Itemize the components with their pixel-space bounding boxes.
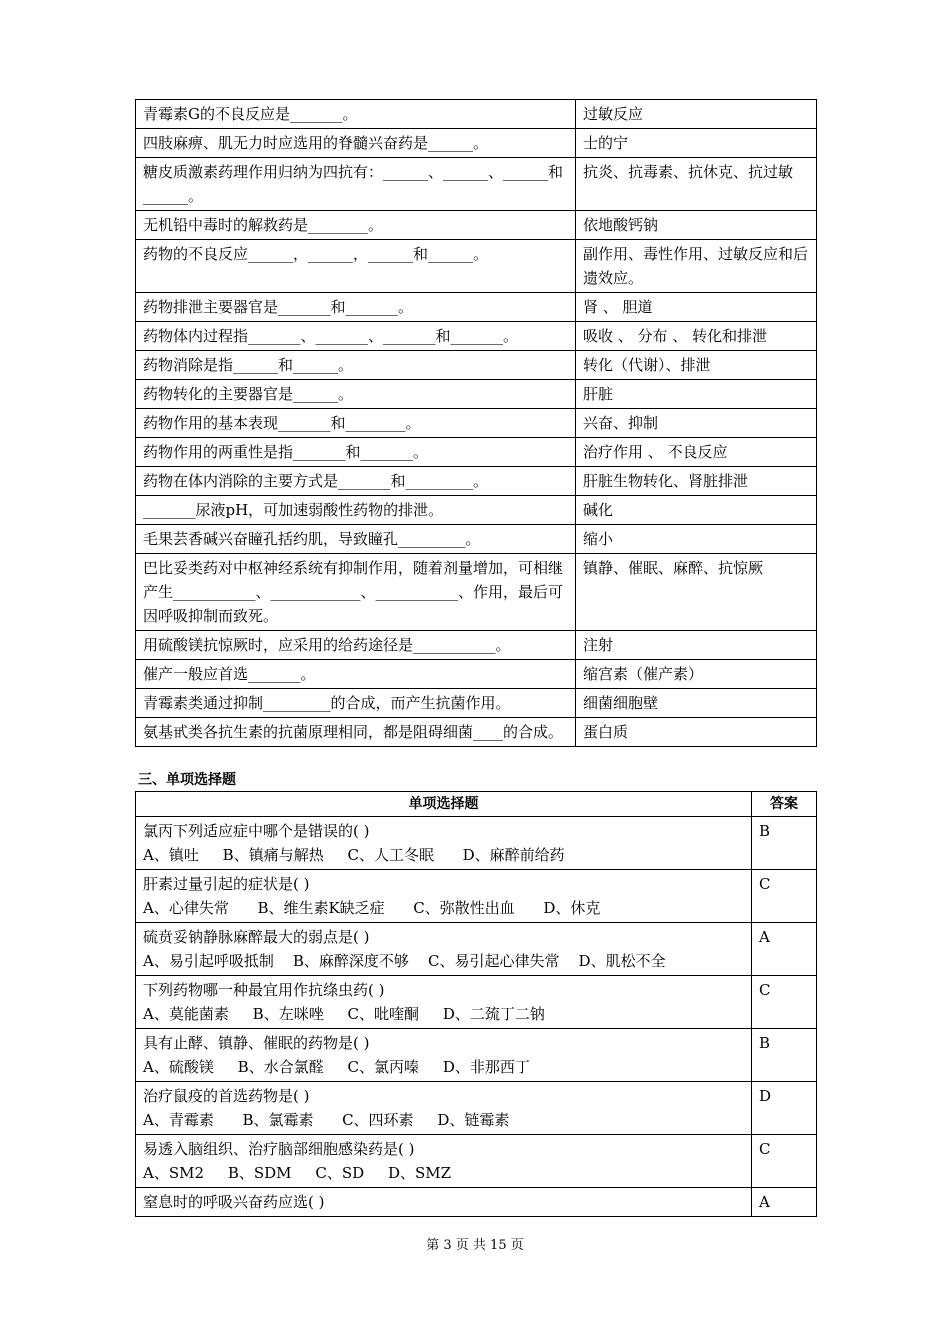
mc-header-question: 单项选择题 bbox=[136, 792, 752, 817]
fill-in-answer: 兴奋、抑制 bbox=[576, 409, 817, 438]
fill-in-question: 药物作用的基本表现_______和________。 bbox=[136, 409, 576, 438]
fill-in-question: 毛果芸香碱兴奋瞳孔括约肌，导致瞳孔_________。 bbox=[136, 525, 576, 554]
fill-in-question: 青霉素G的不良反应是_______。 bbox=[136, 100, 576, 129]
fill-in-answer: 副作用、毒性作用、过敏反应和后遗效应。 bbox=[576, 240, 817, 293]
fill-in-row bbox=[136, 100, 817, 129]
mc-answer: D bbox=[752, 1082, 817, 1135]
fill-in-answer: 蛋白质 bbox=[576, 718, 817, 747]
mc-question: 氯丙下列适应症中哪个是错误的( ) bbox=[143, 822, 370, 840]
fill-in-question: 四肢麻痹、肌无力时应选用的脊髓兴奋药是______。 bbox=[136, 129, 576, 158]
page-footer: 第 3 页 共 15 页 bbox=[426, 1238, 524, 1253]
fill-in-question: 无机铅中毒时的解救药是________。 bbox=[136, 211, 576, 240]
fill-in-row bbox=[136, 467, 817, 496]
fill-in-answer: 治疗作用 、 不良反应 bbox=[576, 438, 817, 467]
fill-in-answer: 细菌细胞壁 bbox=[576, 689, 817, 718]
mc-question-cell bbox=[136, 870, 752, 923]
fill-in-row bbox=[136, 496, 817, 525]
fill-in-question: 药物作用的两重性是指_______和_______。 bbox=[136, 438, 576, 467]
mc-question-cell bbox=[136, 1188, 752, 1217]
mc-options: A、心律失常 B、维生素K缺乏症 C、弥散性出血 D、休克 bbox=[143, 899, 601, 917]
mc-question-cell bbox=[136, 1029, 752, 1082]
section-title: 三、单项选择题 bbox=[138, 772, 236, 788]
fill-in-answer: 过敏反应 bbox=[576, 100, 817, 129]
multiple-choice-table bbox=[135, 791, 817, 1217]
fill-in-row bbox=[136, 660, 817, 689]
fill-in-question: 药物消除是指______和______。 bbox=[136, 351, 576, 380]
mc-row bbox=[136, 1029, 817, 1082]
mc-question: 硫贲妥钠静脉麻醉最大的弱点是( ) bbox=[143, 928, 370, 946]
mc-answer: A bbox=[752, 1188, 817, 1217]
mc-row bbox=[136, 870, 817, 923]
mc-row bbox=[136, 976, 817, 1029]
fill-in-question: 氨基甙类各抗生素的抗菌原理相同，都是阻碍细菌____的合成。 bbox=[136, 718, 576, 747]
fill-in-row bbox=[136, 718, 817, 747]
mc-question: 窒息时的呼吸兴奋药应选( ) bbox=[143, 1193, 325, 1211]
fill-in-answer: 注射 bbox=[576, 631, 817, 660]
mc-row bbox=[136, 1188, 817, 1217]
fill-in-answer: 抗炎、抗毒素、抗休克、抗过敏 bbox=[576, 158, 817, 211]
fill-in-row bbox=[136, 409, 817, 438]
mc-options: A、硫酸镁 B、水合氯醛 C、氯丙嗪 D、非那西丁 bbox=[143, 1058, 530, 1076]
fill-in-table bbox=[135, 99, 817, 747]
fill-in-row bbox=[136, 293, 817, 322]
fill-in-question: 药物的不良反应______，______，______和______。 bbox=[136, 240, 576, 293]
mc-row bbox=[136, 923, 817, 976]
fill-in-row bbox=[136, 380, 817, 409]
fill-in-row bbox=[136, 129, 817, 158]
mc-question: 下列药物哪一种最宜用作抗绦虫药( ) bbox=[143, 981, 385, 999]
fill-in-row bbox=[136, 158, 817, 211]
mc-header-row bbox=[136, 792, 817, 817]
fill-in-question: 用硫酸镁抗惊厥时，应采用的给药途径是___________。 bbox=[136, 631, 576, 660]
fill-in-row bbox=[136, 554, 817, 631]
mc-answer: C bbox=[752, 976, 817, 1029]
fill-in-row bbox=[136, 211, 817, 240]
mc-question: 具有止酵、镇静、催眠的药物是( ) bbox=[143, 1034, 370, 1052]
fill-in-answer: 镇静、催眠、麻醉、抗惊厥 bbox=[576, 554, 817, 631]
mc-header-answer: 答案 bbox=[752, 792, 817, 817]
fill-in-row bbox=[136, 438, 817, 467]
fill-in-answer: 士的宁 bbox=[576, 129, 817, 158]
mc-answer: A bbox=[752, 923, 817, 976]
mc-question-cell bbox=[136, 817, 752, 870]
mc-question-cell bbox=[136, 923, 752, 976]
fill-in-answer: 缩宫素（催产素） bbox=[576, 660, 817, 689]
fill-in-answer: 转化（代谢）、排泄 bbox=[576, 351, 817, 380]
fill-in-answer: 碱化 bbox=[576, 496, 817, 525]
fill-in-row bbox=[136, 322, 817, 351]
fill-in-question: 药物在体内消除的主要方式是_______和_________。 bbox=[136, 467, 576, 496]
fill-in-row bbox=[136, 525, 817, 554]
mc-question-cell bbox=[136, 1135, 752, 1188]
mc-answer: C bbox=[752, 870, 817, 923]
mc-question: 肝素过量引起的症状是( ) bbox=[143, 875, 310, 893]
fill-in-answer: 肝脏生物转化、肾脏排泄 bbox=[576, 467, 817, 496]
mc-options: A、易引起呼吸抵制 B、麻醉深度不够 C、易引起心律失常 D、肌松不全 bbox=[143, 952, 666, 970]
mc-options: A、莫能菌素 B、左咪唑 C、吡喹酮 D、二巯丁二钠 bbox=[143, 1005, 545, 1023]
fill-in-answer: 依地酸钙钠 bbox=[576, 211, 817, 240]
fill-in-answer: 肾 、 胆道 bbox=[576, 293, 817, 322]
fill-in-question: 药物转化的主要器官是______。 bbox=[136, 380, 576, 409]
fill-in-question: _______尿液pH，可加速弱酸性药物的排泄。 bbox=[136, 496, 576, 525]
mc-options: A、SM2 B、SDM C、SD D、SMZ bbox=[143, 1164, 452, 1182]
fill-in-row bbox=[136, 351, 817, 380]
mc-answer: C bbox=[752, 1135, 817, 1188]
fill-in-question: 巴比妥类药对中枢神经系统有抑制作用，随着剂量增加，可相继产生___________、____________、___________、作用，最后可因呼吸抑制而致死。 bbox=[136, 554, 576, 631]
mc-options: A、青霉素 B、氯霉素 C、四环素 D、链霉素 bbox=[143, 1111, 510, 1129]
mc-row bbox=[136, 817, 817, 870]
mc-question: 易透入脑组织、治疗脑部细胞感染药是( ) bbox=[143, 1140, 415, 1158]
mc-row bbox=[136, 1082, 817, 1135]
fill-in-question: 青霉素类通过抑制_________的合成，而产生抗菌作用。 bbox=[136, 689, 576, 718]
mc-question: 治疗鼠疫的首选药物是( ) bbox=[143, 1087, 310, 1105]
fill-in-question: 药物排泄主要器官是_______和_______。 bbox=[136, 293, 576, 322]
fill-in-question: 糖皮质激素药理作用归纳为四抗有：______、______、______和______。 bbox=[136, 158, 576, 211]
mc-row bbox=[136, 1135, 817, 1188]
mc-options: A、镇吐 B、镇痛与解热 C、人工冬眠 D、麻醉前给药 bbox=[143, 846, 565, 864]
fill-in-question: 药物体内过程指_______、_______、_______和_______。 bbox=[136, 322, 576, 351]
fill-in-answer: 肝脏 bbox=[576, 380, 817, 409]
mc-answer: B bbox=[752, 1029, 817, 1082]
mc-question-cell bbox=[136, 976, 752, 1029]
mc-answer: B bbox=[752, 817, 817, 870]
fill-in-row bbox=[136, 631, 817, 660]
fill-in-row bbox=[136, 240, 817, 293]
fill-in-question: 催产一般应首选_______。 bbox=[136, 660, 576, 689]
fill-in-answer: 吸收 、 分布 、 转化和排泄 bbox=[576, 322, 817, 351]
fill-in-answer: 缩小 bbox=[576, 525, 817, 554]
mc-question-cell bbox=[136, 1082, 752, 1135]
fill-in-row bbox=[136, 689, 817, 718]
